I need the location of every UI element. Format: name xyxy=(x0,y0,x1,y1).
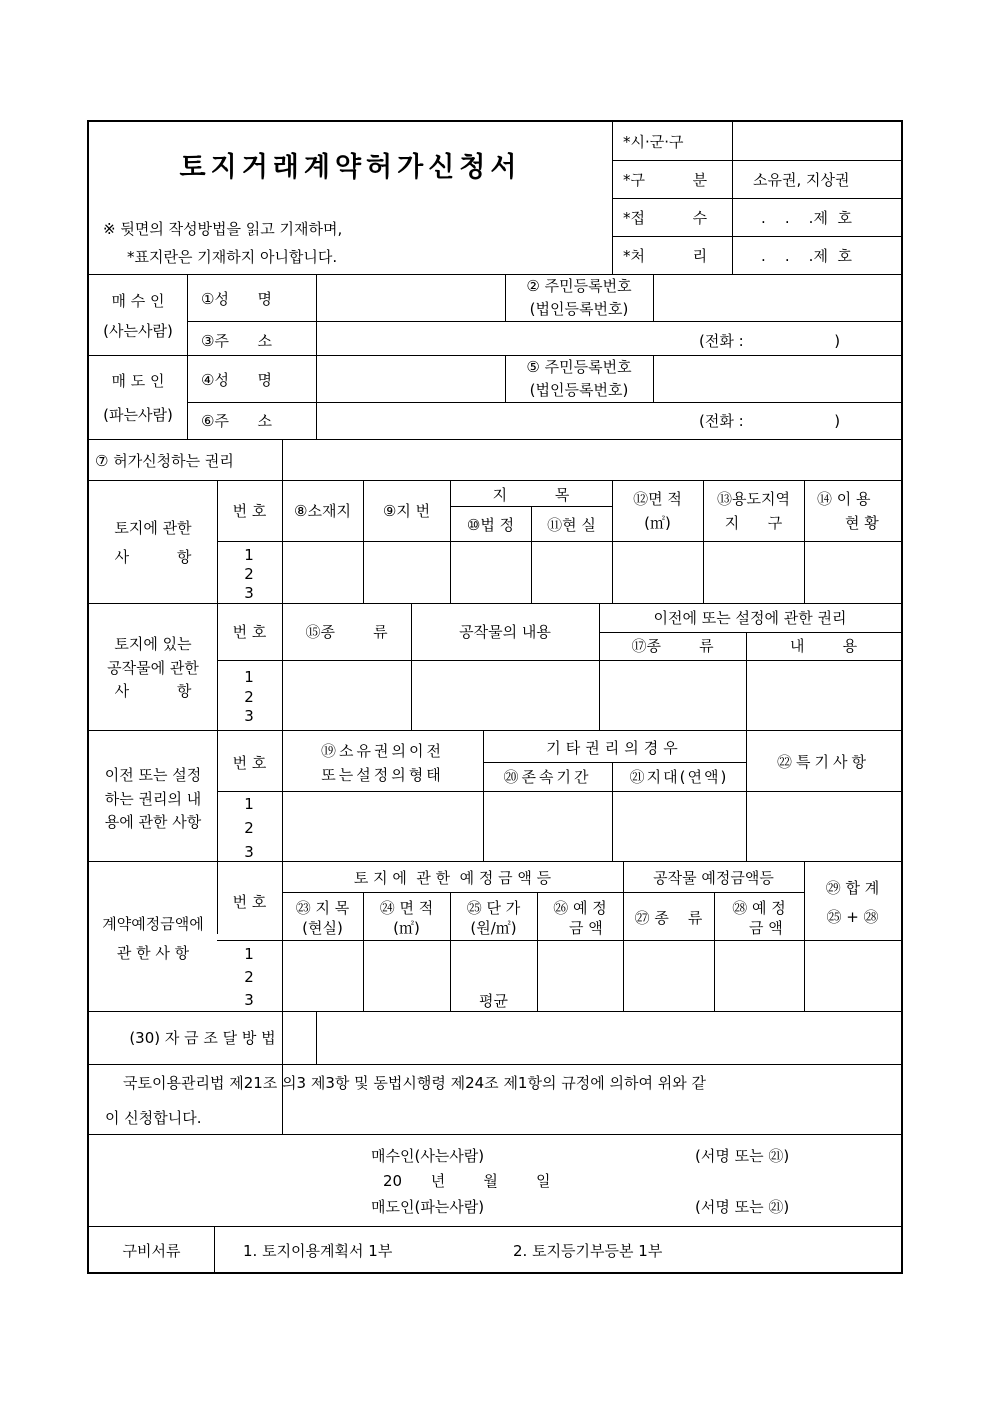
transfer-row-number: 1 xyxy=(244,795,254,813)
building-row-number: 2 xyxy=(244,688,254,706)
land-category-header: 지 목 xyxy=(492,486,570,504)
office-district-label: *시·군·구 xyxy=(623,133,684,151)
buyer-label: 매 수 인 xyxy=(111,292,165,310)
land-row-number: 1 xyxy=(244,546,254,564)
transfer-section-label: 용에 관한 사항 xyxy=(104,813,202,831)
office-use-note: *표지란은 기재하지 아니합니다. xyxy=(127,248,338,266)
price-row-number: 3 xyxy=(244,991,254,1009)
annual-rent-header: ㉑지대(연액) xyxy=(629,768,729,786)
price-category-header: ㉓ 지 목 xyxy=(295,899,350,917)
office-receipt-label: *접 수 xyxy=(623,209,708,227)
land-price-header: 토 지 에 관 한 예 정 금 액 등 xyxy=(353,869,552,887)
land-section-label: 토지에 관한 xyxy=(114,519,192,537)
building-amount-header: ㉘ 예 정 xyxy=(732,899,786,917)
transfer-no-header: 번 호 xyxy=(232,754,267,772)
price-section-sublabel: 관 한 사 항 xyxy=(116,944,190,962)
buyer-phone: (전화 : ) xyxy=(699,332,841,350)
building-row-number: 3 xyxy=(244,707,254,725)
office-category-label: *구 분 xyxy=(623,171,708,189)
price-category-sub: (현실) xyxy=(302,919,343,937)
buyer-corp-reg-label: (법인등록번호) xyxy=(529,300,629,318)
land-area-unit: (㎡) xyxy=(644,514,671,532)
duration-header: ⑳존속기간 xyxy=(503,768,592,786)
seller-signature-mark: (서명 또는 ㉑) xyxy=(695,1198,790,1216)
price-row-number: 1 xyxy=(244,945,254,963)
land-amount-header: ㉖ 예 정 xyxy=(553,899,607,917)
land-district-header: 지 구 xyxy=(724,514,783,532)
office-category-value: 소유권, 지상권 xyxy=(753,171,850,189)
seller-name-label: ④성 명 xyxy=(201,371,273,389)
price-area-header: ㉔ 면 적 xyxy=(379,899,434,917)
office-process-value: . . .제 호 xyxy=(761,247,852,265)
building-rights-content-header: 내 용 xyxy=(789,637,858,655)
average-label: 평균 xyxy=(479,992,508,1010)
land-lot-header: ⑨지 번 xyxy=(382,502,431,520)
building-section-label: 공작물에 관한 xyxy=(107,659,199,677)
building-kind-header: ⑮종 류 xyxy=(305,623,388,641)
buyer-address-label: ③주 소 xyxy=(201,332,273,350)
transfer-row-number: 3 xyxy=(244,843,254,861)
office-process-label: *처 리 xyxy=(623,247,708,265)
land-area-header: ⑫면 적 xyxy=(633,490,682,508)
total-formula: ㉕ + ㉘ xyxy=(826,908,879,926)
price-no-header: 번 호 xyxy=(232,893,267,911)
land-no-header: 번 호 xyxy=(232,502,267,520)
funding-method-label: (30) 자 금 조 달 방 법 xyxy=(129,1029,276,1047)
building-price-header: 공작물 예정금액등 xyxy=(653,869,774,887)
transfer-row-number: 2 xyxy=(244,819,254,837)
land-section-sublabel: 사 항 xyxy=(114,548,192,566)
total-header: ㉙ 합 계 xyxy=(825,879,880,897)
seller-phone: (전화 : ) xyxy=(699,412,841,430)
application-statement-cont: 이 신청합니다. xyxy=(105,1109,202,1127)
building-rights-header: 이전에 또는 설정에 관한 권리 xyxy=(653,609,847,627)
buyer-reg-label: ② 주민등록번호 xyxy=(526,277,632,295)
unit-price-unit: (원/㎡) xyxy=(470,919,517,937)
building-no-header: 번 호 xyxy=(232,623,267,641)
land-legal-header: ⑩법 정 xyxy=(466,516,515,534)
building-rights-kind-header: ⑰종 류 xyxy=(631,637,714,655)
seller-label: 매 도 인 xyxy=(111,372,165,390)
seller-signature-label: 매도인(파는사람) xyxy=(371,1198,485,1216)
special-notes-header: ㉒특기사항 xyxy=(777,753,870,771)
building-section-label: 토지에 있는 xyxy=(114,635,192,653)
price-row-number: 2 xyxy=(244,968,254,986)
required-doc-item: 1. 토지이용계획서 1부 xyxy=(243,1242,393,1260)
buyer-signature-label: 매수인(사는사람) xyxy=(371,1147,485,1165)
building-content-header: 공작물의 내용 xyxy=(459,623,551,641)
price-area-unit: (㎡) xyxy=(393,919,420,937)
requested-right-label: ⑦ 허가신청하는 권리 xyxy=(95,452,234,470)
land-use-header: ⑭ 이 용 xyxy=(817,490,871,508)
land-actual-header: ⑪현 실 xyxy=(547,516,596,534)
seller-address-label: ⑥주 소 xyxy=(201,412,273,430)
land-zone-header: ⑬용도지역 xyxy=(717,490,790,508)
building-row-number: 1 xyxy=(244,668,254,686)
building-amount-sub: 금 액 xyxy=(749,919,783,937)
transfer-form-header: ⑲소유권의이전 xyxy=(321,742,444,760)
buyer-signature-mark: (서명 또는 ㉑) xyxy=(695,1147,790,1165)
price-section-label: 계약예정금액에 xyxy=(102,915,204,933)
land-row-number: 2 xyxy=(244,565,254,583)
required-docs-label: 구비서류 xyxy=(122,1242,181,1260)
building-section-sublabel: 사 항 xyxy=(114,682,192,700)
other-rights-header: 기타권리의경우 xyxy=(546,739,683,757)
buyer-name-label: ①성 명 xyxy=(201,290,273,308)
application-statement: 국토이용관리법 제21조 의3 제3항 및 동법시행령 제24조 제1항의 규정에 의하여 위와 같 xyxy=(123,1074,706,1092)
transfer-section-label: 이전 또는 설정 xyxy=(104,766,202,784)
transfer-form-subheader: 또는설정의형태 xyxy=(321,766,444,784)
seller-corp-reg-label: (법인등록번호) xyxy=(529,381,629,399)
application-date: 20 년 월 일 xyxy=(383,1172,551,1190)
land-row-number: 3 xyxy=(244,584,254,602)
unit-price-header: ㉕ 단 가 xyxy=(466,899,521,917)
land-use-sub: 현 황 xyxy=(845,514,879,532)
buyer-sublabel: (사는사람) xyxy=(103,322,173,340)
office-receipt-value: . . .제 호 xyxy=(761,209,852,227)
application-form xyxy=(87,120,903,1274)
seller-reg-label: ⑤ 주민등록번호 xyxy=(526,358,632,376)
instruction-note: ※ 뒷면의 작성방법을 읽고 기재하며, xyxy=(103,220,343,238)
seller-sublabel: (파는사람) xyxy=(103,406,173,424)
land-amount-sub: 금 액 xyxy=(569,919,603,937)
building-kind-header: ㉗ 종 류 xyxy=(634,909,703,927)
required-doc-item: 2. 토지등기부등본 1부 xyxy=(513,1242,663,1260)
transfer-section-label: 하는 권리의 내 xyxy=(104,790,202,808)
land-location-header: ⑧소재지 xyxy=(294,502,351,520)
form-title: 토지거래계약허가신청서 xyxy=(179,152,522,183)
